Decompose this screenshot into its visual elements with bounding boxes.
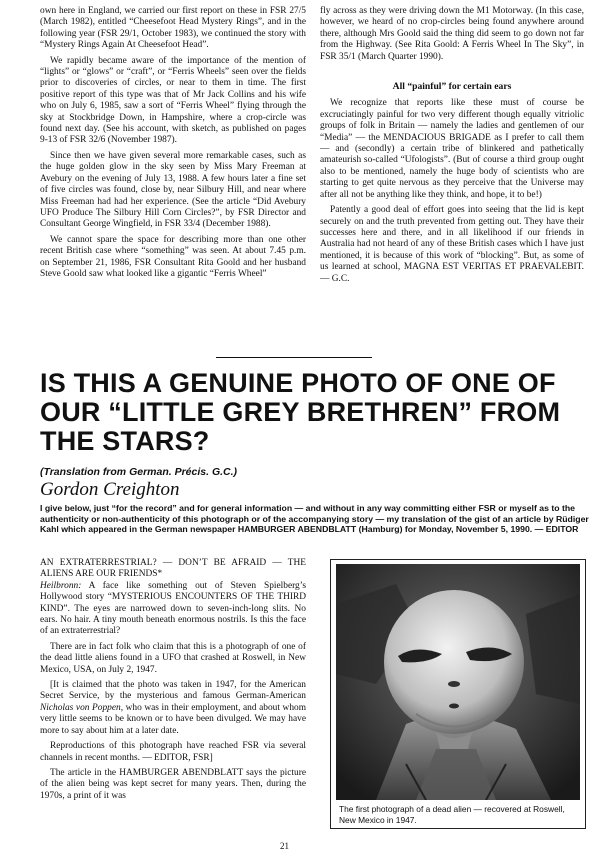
paragraph: We recognize that reports like these must of course be excruciatingly painful for two very different though equally vitriolic groups of folk in Britain — namely the ladies and gentlemen of our “Media” — the MENDACIOUS BRIGADE as I prefer to call them — and (secondly) a certain tribe of blinkered and pathetically amateurish so-called “Ufologists”. (But of course a third group ought also to be mentioned, namely the huge body of scientists who are starting to get quite nervous as they perceive that the Universe may after all not be anything like they think, and hope, it to be!) bbox=[320, 98, 584, 200]
paragraph: Since then we have given several more remarkable cases, such as the huge golden glow in the sky seen by Miss Mary Freeman at Avebury on the evening of July 13, 1988. A few hours later a fine set of five circles was found, close by, near Silbury Hill, and near where Miss Freeman had had her experience. (See the article “Did Avebury UFO Produce The Silbury Hill Corn Circles?”, by FSR Director and Consultant George Wingfield, in FSR 33/4 (December 1988). bbox=[40, 150, 306, 230]
paragraph: The article in the HAMBURGER ABENDBLATT says the picture of the alien being was kept secret for many years. Then, during the 1970s, a print of it was bbox=[40, 767, 306, 801]
paragraph bbox=[40, 581, 306, 638]
page-number: 21 bbox=[280, 841, 289, 851]
author-byline: Gordon Creighton bbox=[40, 479, 180, 500]
column-right-top bbox=[320, 6, 584, 289]
paragraph: There are in fact folk who claim that this is a photograph of one of the dead little aliens found in a UFO that crashed at Roswell, in New Mexico, USA, on July 2, 1947. bbox=[40, 641, 306, 675]
column-left-bottom bbox=[40, 558, 306, 806]
paragraph-text: A face like something out of Steven Spielberg’s Hollywood story “MYSTERIOUS ENCOUNTERS OF THE THIRD KIND”. The eyes are narrowed down to seven-inch-long slits. No ears. No hair. A tiny mouth beneath enormous nostrils. Is this the face of an extraterrestrial? bbox=[40, 580, 306, 637]
paragraph: Patently a good deal of effort goes into seeing that the lid is kept securely on and the truth prevented from getting out. They have their successes here and there, and in all likelihood if our friends in Australia had not heard of any of these British cases which I have just mentioned, it is because of this work of “blocking”. But, as some of us learned at school, MAGNA EST VERITAS ET PRAEVALEBIT. — G.C. bbox=[320, 205, 584, 284]
editor-intro: I give below, just “for the record” and for general information — and without in any way committing either FSR or myself as to the authenticity or non-authenticity of this photograph or of the accompanying story — my translation of the gist of an article by Rüdiger Kahl which appeared in the German newspaper HAMBURGER ABENDBLATT (Hamburg) for Monday, November 5, 1990. — EDITOR bbox=[40, 503, 589, 535]
translation-note: (Translation from German. Précis. G.C.) bbox=[40, 466, 238, 478]
section-subheading: All “painful” for certain ears bbox=[392, 81, 512, 93]
article-kicker: AN EXTRATERRESTRIAL? — DON’T BE AFRAID — THE ALIENS ARE OUR FRIENDS* bbox=[40, 558, 306, 580]
alien-photo-figure bbox=[330, 559, 586, 829]
paragraph: We cannot spare the space for describing more than one other recent British case where “something” was seen. At about 7.45 p.m. on September 21, 1986, FSR Consultant Rita Goold and her husband Steve Goold saw what looked like a gigantic “Ferris Wheel” bbox=[40, 234, 306, 279]
person-name: Nicholas von Poppen, bbox=[40, 702, 124, 713]
paragraph-text: [It is claimed that the photo was taken in 1947, for the American Secret Service, by the mysterious and famous German-American bbox=[40, 680, 306, 702]
paragraph bbox=[40, 680, 306, 737]
article-headline: IS THIS A GENUINE PHOTO OF ONE OF OUR “LITTLE GREY BRETHREN” FROM THE STARS? bbox=[40, 368, 561, 456]
paragraph: We rapidly became aware of the importance of the mention of “lights” or “glows” or “craft”, or “Ferris Wheels” seen over the fields prior to discoveries of circles, or near to them in time. The first positive report of this type was that of Mr Jack Collins and his wife who on July 6, 1985, saw a sort of “Ferris Wheel” flying through the sky at Stockbridge Down, in Hampshire, where a crop-circle was found next day. (See his account, with sketch, as published on pages 9-13 of FSR 32/6 (November 1987). bbox=[40, 55, 306, 146]
paragraph: Reproductions of this photograph have reached FSR via several channels in recent months. — EDITOR, FSR] bbox=[40, 741, 306, 763]
section-divider bbox=[216, 357, 372, 358]
alien-photo bbox=[336, 564, 580, 800]
paragraph: fly across as they were driving down the M1 Motorway. (In this case, however, we heard of no crop-circles being found anywhere around there, although Mrs Goold said the thing did seem to go down not far from the Highway. (See Rita Goold: A Ferris Wheel In The Sky”, in FSR 35/1 (March Quarter 1990). bbox=[320, 6, 584, 62]
column-left-top bbox=[40, 6, 306, 284]
paragraph-text: who was in their employment, and about whom very little seems to be known or to have been divulged. We may have more to say about him at a later date. bbox=[40, 702, 306, 736]
dateline: Heilbronn: bbox=[40, 580, 82, 591]
photo-caption: The first photograph of a dead alien — recovered at Roswell, New Mexico in 1947. bbox=[339, 804, 565, 825]
paragraph: own here in England, we carried our first report on these in FSR 27/5 (March 1982), entitled “Cheesefoot Head Mystery Rings”, and in the following year (FSR 29/1, October 1983), we continued the story with “Mystery Rings Again At Cheesefoot Head”. bbox=[40, 6, 306, 51]
